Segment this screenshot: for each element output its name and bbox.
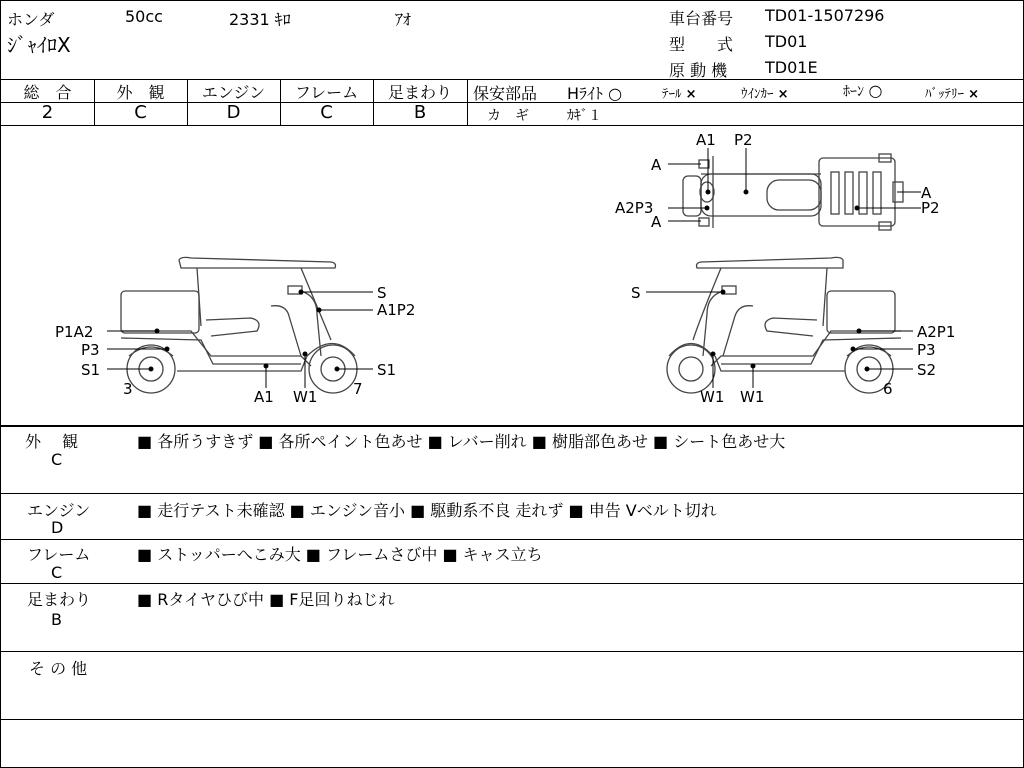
note-grade-exterior: C	[51, 450, 63, 469]
divider	[1, 719, 1023, 720]
diagram-label: S1	[377, 361, 397, 379]
diagram-label: W1	[740, 388, 765, 406]
grade-value-suspension: B	[413, 102, 427, 123]
grade-value-engine: D	[226, 102, 241, 123]
grade-label-suspension: 足まわり	[387, 83, 452, 102]
diagram-label: W1	[700, 388, 725, 406]
safety-battery: ﾊﾞｯﾃﾘｰ ×	[925, 87, 980, 102]
note-text-frame: ■ ストッパーへこみ大 ■ フレームさび中 ■ キャス立ち	[137, 545, 543, 564]
divider	[467, 102, 1023, 103]
note-section-other: そ の 他	[29, 659, 88, 678]
diagram-label: P3	[917, 341, 936, 359]
note-section-engine: エンジン	[27, 501, 91, 520]
grade-label-overall: 総 合	[23, 83, 72, 102]
note-grade-suspension: B	[51, 610, 62, 629]
grade-value-frame: C	[320, 102, 333, 123]
grade-value-exterior: C	[134, 102, 147, 123]
grade-value-overall: 2	[41, 102, 54, 123]
divider	[1, 583, 1023, 584]
engine-label: 原 動 機	[669, 61, 728, 80]
diagram-label: A2P1	[917, 323, 956, 341]
diagram-label: 7	[353, 380, 363, 398]
diagram-label: W1	[293, 388, 318, 406]
diagram-label: A	[921, 184, 932, 202]
divider	[1, 425, 1023, 427]
grade-label-exterior: 外 観	[116, 83, 165, 102]
key-value: ｶｷﾞ１	[567, 108, 602, 124]
diagram-label: A	[651, 156, 662, 174]
diagram-label: P3	[81, 341, 100, 359]
divider	[1, 651, 1023, 652]
key-label: カ ギ	[487, 108, 529, 124]
safety-horn: ﾎｰﾝ ○	[843, 81, 883, 100]
displacement: 50cc	[125, 7, 163, 26]
note-text-exterior: ■ 各所うすきず ■ 各所ペイント色あせ ■ レバー削れ ■ 樹脂部色あせ ■ シート色あせ大	[137, 432, 786, 451]
right-side-scooter	[667, 257, 901, 393]
diagram-label: S2	[917, 361, 937, 379]
left-side-scooter	[121, 257, 357, 393]
diagram-label: 3	[123, 380, 133, 398]
note-text-suspension: ■ Rタイヤひび中 ■ F足回りねじれ	[137, 590, 395, 609]
diagram-label: 6	[883, 380, 893, 398]
diagram-label: P1A2	[55, 323, 94, 341]
note-section-suspension: 足まわり	[27, 590, 92, 609]
diagram-label: A1	[254, 388, 274, 406]
diagram-label: A1P2	[377, 301, 416, 319]
diagram-label: A1	[696, 131, 716, 149]
top-view-scooter	[683, 154, 903, 230]
mileage: 2331 ｷﾛ	[229, 10, 291, 29]
engine-value: TD01E	[765, 58, 818, 77]
grade-label-frame: フレーム	[294, 83, 359, 102]
divider	[1, 493, 1023, 494]
note-section-frame: フレーム	[27, 545, 91, 564]
color: ｱｵ	[395, 10, 412, 29]
safety-label: 保安部品	[473, 84, 538, 103]
model-name: ｼﾞｬｲﾛX	[7, 33, 71, 57]
diagram-label: P2	[734, 131, 753, 149]
damage-diagram	[1, 126, 1023, 426]
maker: ホンダ	[7, 10, 55, 29]
grade-label-engine: エンジン	[201, 83, 266, 102]
chassis-label: 車台番号	[669, 9, 734, 28]
diagram-label: S	[631, 284, 641, 302]
type-label: 型 式	[669, 35, 734, 54]
diagram-label: S1	[81, 361, 101, 379]
diagram-label: S	[377, 284, 387, 302]
note-grade-engine: D	[51, 518, 64, 537]
note-text-engine: ■ 走行テスト未確認 ■ エンジン音小 ■ 駆動系不良 走れず ■ 申告 Vベルト切れ	[137, 501, 717, 520]
note-section-exterior: 外 観	[25, 432, 79, 451]
safety-tail: ﾃｰﾙ ×	[662, 87, 697, 102]
divider	[467, 79, 468, 125]
divider	[1, 539, 1023, 540]
safety-winker: ｳｲﾝｶｰ ×	[741, 87, 789, 102]
type-value: TD01	[765, 32, 808, 51]
diagram-label: P2	[921, 199, 940, 217]
chassis-value: TD01-1507296	[765, 6, 885, 25]
diagram-label: A	[651, 213, 662, 231]
diagram-label: A2P3	[615, 199, 654, 217]
safety-headlight: Hﾗｲﾄ ○	[567, 84, 623, 103]
note-grade-frame: C	[51, 563, 63, 582]
